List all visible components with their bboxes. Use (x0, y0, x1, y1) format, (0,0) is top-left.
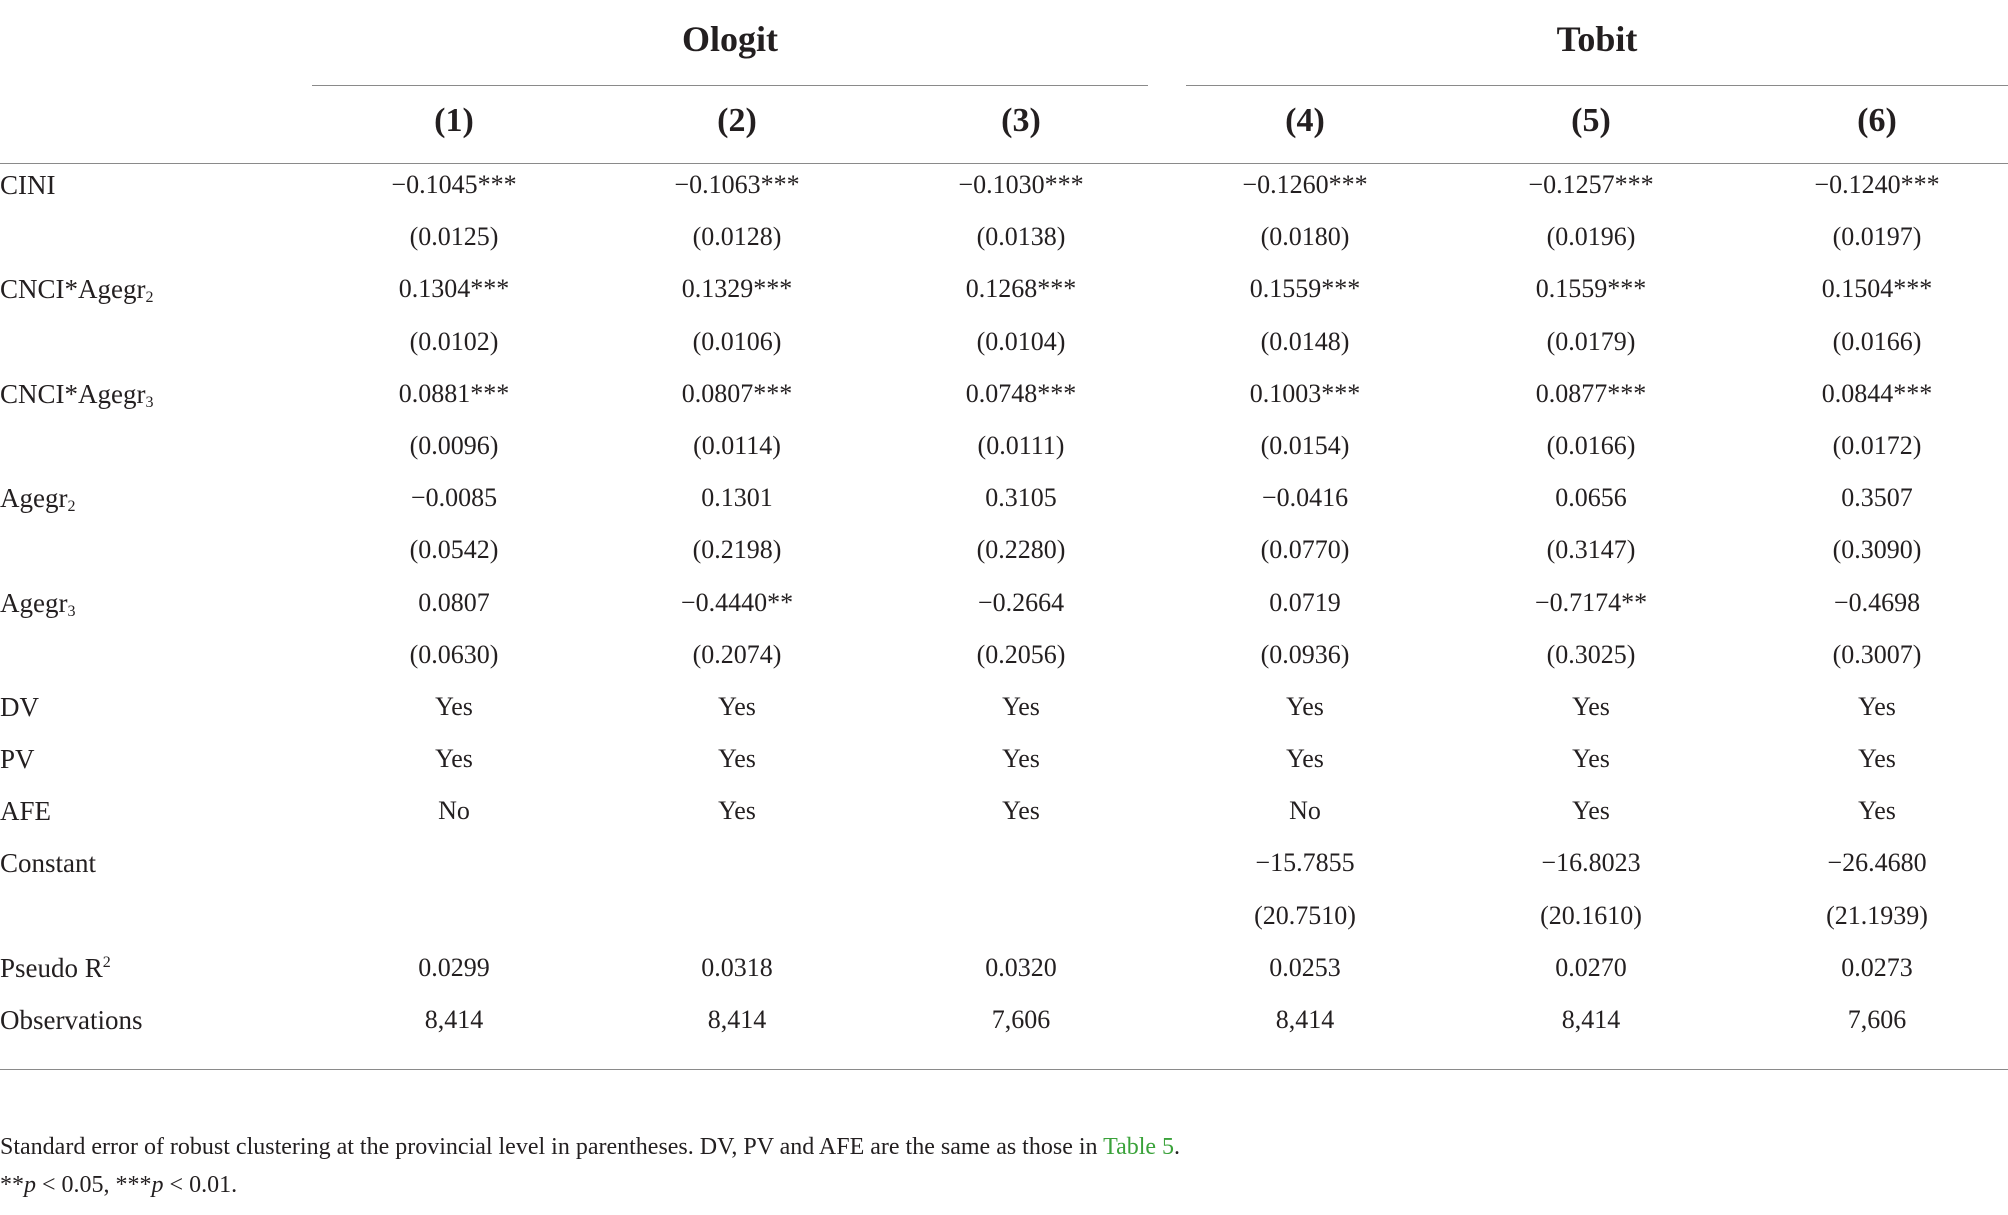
table-cell: −0.2664 (977, 587, 1065, 617)
table-cell: (0.3090) (1832, 535, 1922, 565)
table-cell: (0.0196) (1546, 222, 1636, 252)
table-cell: Yes (435, 744, 473, 774)
table-cell: (0.0180) (1260, 222, 1350, 252)
table-cell: Yes (435, 691, 473, 721)
table-row (0, 999, 2008, 1051)
table-cell: 0.1559*** (1249, 274, 1361, 304)
table-cell: (0.0125) (409, 222, 499, 252)
table-cell: Yes (718, 796, 756, 826)
row-label-text: Observations (0, 1005, 143, 1035)
table-cell: (0.2280) (976, 535, 1066, 565)
table-cell: −0.0085 (410, 483, 498, 513)
sig-threshold-2: < 0.01. (163, 1172, 238, 1198)
table-cell: (0.0148) (1260, 326, 1350, 356)
row-label-text: PV (0, 744, 35, 775)
table-cell: 0.0807*** (681, 378, 793, 408)
table-cell: (0.0166) (1832, 326, 1922, 356)
column-header-2: (2) (717, 102, 757, 139)
row-label (0, 744, 35, 775)
row-label-text: Constant (0, 848, 97, 879)
model-group-header (0, 0, 2008, 86)
table-row (0, 477, 2008, 529)
table-footnote (0, 1134, 1180, 1161)
table-cell: 0.0748*** (965, 378, 1077, 408)
table-cell: 7,606 (991, 1005, 1051, 1034)
row-label (0, 953, 111, 984)
table-cell: (0.0179) (1546, 326, 1636, 356)
table-cell: 8,414 (707, 1005, 767, 1034)
column-header-1: (1) (434, 102, 474, 139)
row-label-text: Agegr (0, 483, 68, 514)
column-header-4: (4) (1285, 102, 1325, 139)
row-label-text: CNCI*Agegr (0, 274, 146, 305)
row-label-text: Agegr (0, 587, 68, 618)
sig-stars-2: ** (0, 1172, 24, 1198)
table-row (0, 529, 2008, 581)
table-cell: 8,414 (1561, 1005, 1621, 1034)
table-row (0, 738, 2008, 790)
table-cell: −15.7855 (1255, 848, 1355, 878)
table-cell: (20.7510) (1254, 900, 1356, 930)
row-label-text: CNCI*Agegr (0, 378, 146, 409)
table-cell: (0.0096) (409, 430, 499, 460)
table-row (0, 686, 2008, 738)
table-cell: 0.0807 (418, 587, 490, 617)
table-cell: (20.1610) (1540, 900, 1642, 930)
table-cell: −0.1030*** (958, 170, 1084, 199)
row-label (0, 379, 153, 412)
table-cell: Yes (718, 744, 756, 774)
table-cell: −0.1240*** (1814, 170, 1940, 199)
table-cell: 0.0881*** (398, 378, 510, 408)
table-cell: (0.0154) (1260, 430, 1350, 460)
row-label-text: Pseudo R (0, 952, 103, 983)
table-cell: 0.3105 (985, 483, 1057, 513)
table-cell: −0.7174** (1534, 587, 1648, 617)
table-cell: (0.0104) (976, 326, 1066, 356)
row-label (0, 588, 75, 621)
table-cell: (21.1939) (1826, 900, 1928, 930)
table-cell: −0.1257*** (1528, 170, 1654, 199)
table-cell: 0.0844*** (1821, 378, 1933, 408)
table-cell: Yes (1858, 744, 1896, 774)
table-row (0, 425, 2008, 477)
table-cell: (0.2198) (692, 535, 782, 565)
row-label (0, 796, 51, 827)
sig-threshold-1: < 0.05, (36, 1172, 116, 1198)
sig-stars-3: *** (115, 1172, 152, 1198)
table-cell: 0.1559*** (1535, 274, 1647, 304)
table-5-link[interactable]: Table 5 (1103, 1134, 1175, 1160)
table-cell: −0.0416 (1261, 483, 1349, 513)
table-row (0, 164, 2008, 216)
table-row (0, 216, 2008, 268)
table-cell: 0.1304*** (398, 274, 510, 304)
table-cell: −0.4698 (1833, 587, 1921, 617)
table-cell: (0.2074) (692, 639, 782, 669)
column-header-6: (6) (1857, 102, 1897, 139)
table-row (0, 268, 2008, 320)
table-cell: Yes (1572, 796, 1610, 826)
table-cell: Yes (1002, 796, 1040, 826)
footnote-text: Standard error of robust clustering at the provincial level in parentheses. DV, PV and AFE are the same as those in (0, 1134, 1104, 1160)
group-title-tobit: Tobit (1556, 19, 1638, 59)
table-cell: (0.0114) (693, 430, 781, 460)
row-label-text: CINI (0, 170, 56, 200)
table-cell: (0.0102) (409, 326, 499, 356)
row-label (0, 848, 96, 879)
table-cell: (0.0172) (1832, 430, 1922, 460)
table-cell: 0.1301 (701, 483, 773, 513)
table-cell: −16.8023 (1541, 848, 1641, 878)
row-label-subscript: 2 (145, 289, 154, 307)
table-cell: 0.0318 (701, 952, 773, 982)
table-cell: Yes (1002, 691, 1040, 721)
table-cell: 0.1003*** (1249, 378, 1361, 408)
table-cell: 0.1504*** (1821, 274, 1933, 304)
table-cell: 0.1329*** (681, 274, 793, 304)
row-label-subscript: 3 (145, 393, 154, 411)
table-cell: Yes (718, 691, 756, 721)
footnote-period: . (1174, 1134, 1181, 1160)
table-cell: 8,414 (424, 1005, 484, 1034)
table-cell: (0.0630) (409, 639, 499, 669)
column-header-5: (5) (1571, 102, 1611, 139)
table-cell: −0.1063*** (674, 170, 800, 199)
table-cell: 0.0719 (1269, 587, 1341, 617)
table-cell: Yes (1858, 691, 1896, 721)
table-cell: 0.0320 (985, 952, 1057, 982)
row-label (0, 170, 56, 201)
row-label-subscript: 2 (67, 498, 76, 516)
table-cell: (0.2056) (976, 639, 1066, 669)
table-cell: (0.0128) (692, 222, 782, 252)
table-cell: (0.0111) (977, 430, 1065, 460)
table-cell: Yes (1858, 796, 1896, 826)
table-cell: 0.3507 (1841, 483, 1913, 513)
table-cell: 0.1268*** (965, 274, 1077, 304)
table-cell: −0.1045*** (391, 170, 517, 199)
row-label (0, 692, 39, 723)
group-rule-tobit (1186, 85, 2008, 86)
table-cell: Yes (1572, 744, 1610, 774)
row-label (0, 1005, 142, 1036)
row-label-subscript: 3 (67, 602, 76, 620)
table-cell: (0.0106) (692, 326, 782, 356)
table-cell: (0.3007) (1832, 639, 1922, 669)
table-cell: 0.0299 (418, 952, 490, 982)
table-cell: (0.0138) (976, 222, 1066, 252)
sig-p-2: p (151, 1172, 164, 1198)
table-cell: 7,606 (1847, 1005, 1907, 1034)
table-row (0, 373, 2008, 425)
row-label (0, 274, 153, 307)
table-row (0, 895, 2008, 947)
table-cell: 0.0273 (1841, 952, 1913, 982)
table-body (0, 164, 2008, 1051)
table-row (0, 634, 2008, 686)
row-label-superscript: 2 (102, 953, 111, 971)
table-cell: 0.0656 (1555, 483, 1627, 513)
column-header-row (0, 98, 2008, 162)
significance-note (0, 1172, 237, 1199)
table-row (0, 790, 2008, 842)
table-cell: (0.0770) (1260, 535, 1350, 565)
table-cell: 0.0253 (1269, 952, 1341, 982)
table-row (0, 842, 2008, 894)
table-cell: −26.4680 (1827, 848, 1927, 878)
table-cell: No (1289, 796, 1321, 826)
row-label-text: AFE (0, 796, 52, 827)
table-cell: Yes (1002, 744, 1040, 774)
row-label-text: DV (0, 691, 39, 722)
table-row (0, 321, 2008, 373)
group-rule-ologit (312, 85, 1148, 86)
table-cell: Yes (1286, 691, 1324, 721)
table-cell: −0.4440** (680, 587, 794, 617)
sig-p-1: p (24, 1172, 36, 1198)
table-cell: 0.0270 (1555, 952, 1627, 982)
table-row (0, 582, 2008, 634)
table-cell: No (438, 796, 470, 826)
table-cell: (0.3025) (1546, 639, 1636, 669)
column-header-3: (3) (1001, 102, 1041, 139)
table-row (0, 947, 2008, 999)
table-cell: Yes (1286, 744, 1324, 774)
row-label (0, 483, 75, 516)
table-bottom-rule (0, 1069, 2008, 1070)
table-cell: Yes (1572, 691, 1610, 721)
table-cell: (0.0936) (1260, 639, 1350, 669)
table-cell: (0.0166) (1546, 430, 1636, 460)
group-title-ologit: Ologit (682, 19, 778, 59)
table-cell: −0.1260*** (1242, 170, 1368, 199)
table-cell: 8,414 (1275, 1005, 1335, 1034)
table-cell: (0.0542) (409, 535, 499, 565)
table-cell: 0.0877*** (1535, 378, 1647, 408)
table-cell: (0.0197) (1832, 222, 1922, 252)
table-cell: (0.3147) (1546, 535, 1636, 565)
